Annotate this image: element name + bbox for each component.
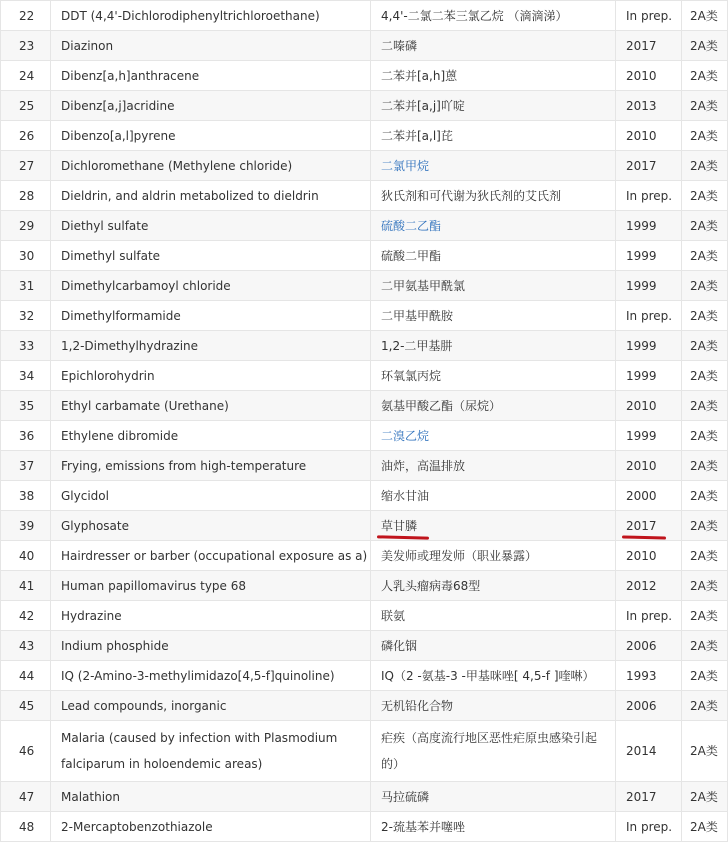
chinese-name (371, 391, 616, 421)
chinese-name-text: 硫酸二甲酯 (381, 248, 442, 263)
evaluation-year (616, 121, 682, 151)
english-name-text: Epichlorohydrin (61, 368, 155, 383)
evaluation-year (616, 331, 682, 361)
evaluation-year-text: 2017 (626, 38, 657, 53)
evaluation-year-text: 2010 (626, 398, 657, 413)
row-number-text: 48 (19, 819, 35, 834)
carcinogen-group (682, 61, 728, 91)
evaluation-year-text: In prep. (626, 188, 673, 203)
table-row (1, 61, 728, 91)
english-name (51, 151, 371, 181)
english-name-text: Lead compounds, inorganic (61, 698, 227, 713)
row-number (1, 391, 51, 421)
row-number-text: 25 (19, 98, 35, 113)
table-row (1, 601, 728, 631)
chinese-name-text: 无机铅化合物 (381, 698, 454, 713)
row-number-text: 24 (19, 68, 35, 83)
english-name (51, 391, 371, 421)
row-number (1, 151, 51, 181)
row-number (1, 421, 51, 451)
carcinogen-group (682, 181, 728, 211)
carcinogen-group (682, 121, 728, 151)
row-number-text: 31 (19, 278, 35, 293)
english-name (51, 782, 371, 812)
english-name-text: Frying, emissions from high-temperature (61, 458, 307, 473)
evaluation-year-text: 1999 (626, 338, 657, 353)
evaluation-year (616, 721, 682, 782)
english-name-text: Dieldrin, and aldrin metabolized to dieldrin (61, 188, 319, 203)
evaluation-year-text: 1999 (626, 368, 657, 383)
english-name-text: Diazinon (61, 38, 114, 53)
evaluation-year (616, 271, 682, 301)
english-name-text: Dichloromethane (Methylene chloride) (61, 158, 293, 173)
row-number-text: 37 (19, 458, 35, 473)
english-name-text: DDT (4,4'-Dichlorodiphenyltrichloroethane) (61, 8, 320, 23)
carcinogen-group (682, 691, 728, 721)
row-number-text: 26 (19, 128, 35, 143)
english-name (51, 541, 371, 571)
carcinogen-group-text: 2A类 (690, 548, 718, 563)
row-number-text: 46 (19, 744, 35, 758)
english-name-text: Glyphosate (61, 518, 129, 533)
table-row (1, 451, 728, 481)
english-name-text: Dimethylcarbamoyl chloride (61, 278, 231, 293)
chinese-name (371, 301, 616, 331)
chinese-name (371, 631, 616, 661)
english-name-text: Glycidol (61, 488, 109, 503)
english-name (51, 571, 371, 601)
row-number (1, 211, 51, 241)
chinese-name-text: 2-巯基苯并噻唑 (381, 819, 465, 834)
evaluation-year (616, 391, 682, 421)
row-number-text: 29 (19, 218, 35, 233)
chinese-name-text: 环氧氯丙烷 (381, 368, 442, 383)
evaluation-year-text: 1993 (626, 668, 657, 683)
english-name (51, 211, 371, 241)
table-row (1, 361, 728, 391)
table-row (1, 421, 728, 451)
row-number (1, 181, 51, 211)
english-name (51, 721, 371, 782)
row-number (1, 121, 51, 151)
row-number (1, 721, 51, 782)
english-name (51, 271, 371, 301)
chinese-name-text[interactable]: 硫酸二乙酯 (381, 218, 442, 233)
english-name-text: Ethyl carbamate (Urethane) (61, 398, 229, 413)
chinese-name (371, 241, 616, 271)
chinese-name-text: 油炸，高温排放 (381, 458, 466, 473)
row-number (1, 91, 51, 121)
table-row (1, 511, 728, 541)
row-number-text: 41 (19, 578, 35, 593)
english-name-text: Dibenz[a,j]acridine (61, 98, 175, 113)
evaluation-year-text: 1999 (626, 428, 657, 443)
carcinogen-group (682, 571, 728, 601)
carcinogen-group (682, 481, 728, 511)
english-name-text: Ethylene dibromide (61, 428, 179, 443)
english-name (51, 181, 371, 211)
english-name (51, 331, 371, 361)
english-name-text: Malathion (61, 789, 120, 804)
english-name (51, 301, 371, 331)
table-row (1, 691, 728, 721)
carcinogen-group-text: 2A类 (690, 128, 718, 143)
table-row (1, 241, 728, 271)
row-number-text: 35 (19, 398, 35, 413)
carcinogen-group (682, 331, 728, 361)
evaluation-year-text: 2010 (626, 458, 657, 473)
evaluation-year (616, 631, 682, 661)
table-row (1, 782, 728, 812)
chinese-name[interactable] (371, 211, 616, 241)
evaluation-year-text: In prep. (626, 308, 673, 323)
evaluation-year (616, 301, 682, 331)
carcinogen-group-text: 2A类 (690, 308, 718, 323)
chinese-name-text: 1,2-二甲基肼 (381, 338, 453, 353)
row-number (1, 331, 51, 361)
carcinogen-group (682, 211, 728, 241)
table-row (1, 121, 728, 151)
english-name-text: Indium phosphide (61, 638, 169, 653)
row-number (1, 1, 51, 31)
row-number (1, 31, 51, 61)
evaluation-year (616, 511, 682, 541)
evaluation-year-text: 2014 (626, 744, 657, 758)
table-row (1, 1, 728, 31)
evaluation-year (616, 661, 682, 691)
carcinogen-group-text: 2A类 (690, 458, 718, 473)
evaluation-year-text: 2010 (626, 68, 657, 83)
english-name (51, 241, 371, 271)
english-name-text: Dibenzo[a,l]pyrene (61, 128, 176, 143)
row-number-text: 40 (19, 548, 35, 563)
chinese-name (371, 451, 616, 481)
evaluation-year-text: 1999 (626, 248, 657, 263)
table-row (1, 571, 728, 601)
english-name-text: Hydrazine (61, 608, 122, 623)
table-row (1, 631, 728, 661)
table-row (1, 661, 728, 691)
row-number (1, 571, 51, 601)
english-name (51, 361, 371, 391)
chinese-name (371, 691, 616, 721)
chinese-name (371, 31, 616, 61)
carcinogen-group-text: 2A类 (690, 218, 718, 233)
english-name (51, 421, 371, 451)
carcinogen-group-text: 2A类 (690, 68, 718, 83)
evaluation-year (616, 812, 682, 842)
english-name-text: Hairdresser or barber (occupational exposure as a) (61, 548, 368, 563)
english-name (51, 661, 371, 691)
row-number-text: 22 (19, 8, 35, 23)
carcinogen-group (682, 601, 728, 631)
row-number-text: 23 (19, 38, 35, 53)
evaluation-year-text: 1999 (626, 218, 657, 233)
table-row (1, 31, 728, 61)
chinese-name (371, 61, 616, 91)
carcinogen-group-text: 2A类 (690, 638, 718, 653)
evaluation-year (616, 421, 682, 451)
chinese-name (371, 1, 616, 31)
english-name-text: Diethyl sulfate (61, 218, 149, 233)
chinese-name-text: 二苯并[a,h]蒽 (381, 68, 458, 83)
chinese-name (371, 91, 616, 121)
carcinogen-group-text: 2A类 (690, 744, 718, 758)
carcinogen-group (682, 391, 728, 421)
carcinogen-group-text: 2A类 (690, 488, 718, 503)
english-name-text: Malaria (caused by infection with Plasmodium falciparum in holoendemic areas) (61, 731, 338, 771)
carcinogen-group (682, 271, 728, 301)
row-number (1, 451, 51, 481)
row-number (1, 541, 51, 571)
chinese-name-text: IQ（2 -氨基-3 -甲基咪唑[ 4,5-f ]喹啉） (381, 668, 595, 683)
evaluation-year (616, 481, 682, 511)
chinese-name (371, 271, 616, 301)
evaluation-year (616, 241, 682, 271)
carcinogen-group (682, 31, 728, 61)
evaluation-year-text: In prep. (626, 8, 673, 23)
row-number-text: 42 (19, 608, 35, 623)
row-number-text: 36 (19, 428, 35, 443)
table-row (1, 331, 728, 361)
carcinogen-group (682, 782, 728, 812)
evaluation-year-text: 2013 (626, 98, 657, 113)
evaluation-year (616, 181, 682, 211)
carcinogen-group-text: 2A类 (690, 698, 718, 713)
evaluation-year-text: 2017 (626, 789, 657, 804)
table-row (1, 721, 728, 782)
carcinogen-group (682, 301, 728, 331)
carcinogen-group (682, 91, 728, 121)
row-number-text: 47 (19, 789, 35, 804)
row-number-text: 39 (19, 518, 35, 533)
english-name-text: 2-Mercaptobenzothiazole (61, 819, 213, 834)
row-number-text: 43 (19, 638, 35, 653)
carcinogen-group-text: 2A类 (690, 188, 718, 203)
row-number (1, 271, 51, 301)
row-number (1, 782, 51, 812)
row-number-text: 45 (19, 698, 35, 713)
row-number-text: 27 (19, 158, 35, 173)
chinese-name (371, 331, 616, 361)
carcinogen-group (682, 451, 728, 481)
evaluation-year (616, 541, 682, 571)
evaluation-year (616, 451, 682, 481)
carcinogen-group (682, 721, 728, 782)
row-number-text: 34 (19, 368, 35, 383)
carcinogen-group-text: 2A类 (690, 98, 718, 113)
evaluation-year-text: 2010 (626, 548, 657, 563)
english-name-text: Dimethylformamide (61, 308, 181, 323)
evaluation-year-text: 2017 (626, 158, 657, 173)
chinese-name (371, 601, 616, 631)
chinese-name-text: 缩水甘油 (381, 488, 430, 503)
table-row (1, 151, 728, 181)
row-number (1, 661, 51, 691)
chinese-name[interactable] (371, 421, 616, 451)
carcinogen-group-text: 2A类 (690, 398, 718, 413)
english-name-text: Human papillomavirus type 68 (61, 578, 246, 593)
english-name (51, 601, 371, 631)
chinese-name (371, 541, 616, 571)
carcinogen-group-text: 2A类 (690, 518, 718, 533)
row-number (1, 691, 51, 721)
evaluation-year-text: 1999 (626, 278, 657, 293)
english-name (51, 31, 371, 61)
carcinogen-group-text: 2A类 (690, 428, 718, 443)
row-number-text: 33 (19, 338, 35, 353)
english-name (51, 812, 371, 842)
carcinogen-group (682, 421, 728, 451)
row-number (1, 631, 51, 661)
carcinogen-group-text: 2A类 (690, 38, 718, 53)
evaluation-year (616, 1, 682, 31)
evaluation-year (616, 31, 682, 61)
english-name (51, 631, 371, 661)
table-row (1, 181, 728, 211)
chinese-name (371, 181, 616, 211)
table-row (1, 541, 728, 571)
carcinogen-group-text: 2A类 (690, 278, 718, 293)
chinese-name-text: 草甘膦 (381, 519, 417, 533)
chinese-name[interactable] (371, 151, 616, 181)
english-name-text: Dimethyl sulfate (61, 248, 161, 263)
chinese-name-text: 马拉硫磷 (381, 789, 430, 804)
chinese-name-text: 二嗪磷 (381, 38, 418, 53)
chinese-name-text: 氨基甲酸乙酯（尿烷） (381, 398, 502, 413)
carcinogen-group-text: 2A类 (690, 368, 718, 383)
english-name (51, 91, 371, 121)
chinese-name-text[interactable]: 二氯甲烷 (381, 158, 430, 173)
table-row (1, 91, 728, 121)
carcinogen-group (682, 541, 728, 571)
chinese-name (371, 481, 616, 511)
row-number (1, 241, 51, 271)
chinese-name (371, 812, 616, 842)
evaluation-year-text: 2012 (626, 578, 657, 593)
row-number-text: 30 (19, 248, 35, 263)
row-number-text: 32 (19, 308, 35, 323)
table-row (1, 812, 728, 842)
carcinogen-group-text: 2A类 (690, 608, 718, 623)
row-number (1, 511, 51, 541)
evaluation-year (616, 211, 682, 241)
chinese-name-text: 二苯并[a,l]芘 (381, 128, 453, 143)
highlight-underline (377, 535, 429, 539)
chinese-name-text: 联氨 (381, 608, 406, 623)
carcinogen-group (682, 361, 728, 391)
table-row (1, 301, 728, 331)
chinese-name-text: 二甲氨基甲酰氯 (381, 278, 466, 293)
chinese-name (371, 721, 616, 782)
carcinogen-group (682, 1, 728, 31)
evaluation-year-text: In prep. (626, 819, 673, 834)
english-name (51, 451, 371, 481)
evaluation-year-text: 2000 (626, 488, 657, 503)
carcinogen-group-text: 2A类 (690, 158, 718, 173)
carcinogen-group (682, 631, 728, 661)
english-name (51, 1, 371, 31)
chinese-name-text: 疟疾（高度流行地区恶性疟原虫感染引起的） (381, 731, 598, 771)
chinese-name (371, 511, 616, 541)
evaluation-year (616, 691, 682, 721)
evaluation-year (616, 61, 682, 91)
evaluation-year (616, 601, 682, 631)
row-number (1, 301, 51, 331)
chinese-name-text: 人乳头瘤病毒68型 (381, 578, 481, 593)
table-row (1, 271, 728, 301)
english-name-text: Dibenz[a,h]anthracene (61, 68, 200, 83)
table-row (1, 481, 728, 511)
english-name-text: IQ (2-Amino-3-methylimidazo[4,5-f]quinoline) (61, 668, 335, 683)
evaluation-year-text: 2006 (626, 638, 657, 653)
english-name (51, 511, 371, 541)
row-number (1, 361, 51, 391)
chinese-name (371, 361, 616, 391)
evaluation-year-text: In prep. (626, 608, 673, 623)
chinese-name-text: 二甲基甲酰胺 (381, 308, 454, 323)
chinese-name-text: 美发师或理发师（职业暴露） (381, 548, 538, 563)
row-number-text: 44 (19, 668, 35, 683)
chinese-name (371, 121, 616, 151)
carcinogen-group (682, 151, 728, 181)
chinese-name-text: 4,4'-二氯二苯三氯乙烷 （滴滴涕） (381, 8, 568, 23)
carcinogen-group-text: 2A类 (690, 578, 718, 593)
evaluation-year-text: 2006 (626, 698, 657, 713)
row-number (1, 481, 51, 511)
english-name (51, 481, 371, 511)
carcinogen-group-text: 2A类 (690, 338, 718, 353)
chinese-name (371, 782, 616, 812)
evaluation-year (616, 151, 682, 181)
evaluation-year (616, 91, 682, 121)
carcinogen-group (682, 511, 728, 541)
carcinogen-group-text: 2A类 (690, 668, 718, 683)
evaluation-year-text: 2010 (626, 128, 657, 143)
english-name (51, 121, 371, 151)
carcinogen-group-text: 2A类 (690, 248, 718, 263)
evaluation-year-text: 2017 (626, 519, 657, 533)
chinese-name-text[interactable]: 二溴乙烷 (381, 428, 430, 443)
english-name (51, 691, 371, 721)
row-number (1, 601, 51, 631)
english-name (51, 61, 371, 91)
evaluation-year (616, 361, 682, 391)
carcinogen-group-text: 2A类 (690, 789, 718, 804)
carcinogen-group (682, 661, 728, 691)
row-number-text: 38 (19, 488, 35, 503)
carcinogen-group (682, 241, 728, 271)
carcinogen-group-text: 2A类 (690, 819, 718, 834)
chinese-name (371, 571, 616, 601)
evaluation-year (616, 571, 682, 601)
row-number (1, 812, 51, 842)
carcinogen-group (682, 812, 728, 842)
chinese-name-text: 二苯并[a,j]吖啶 (381, 98, 465, 113)
table-row (1, 211, 728, 241)
table-row (1, 391, 728, 421)
evaluation-year (616, 782, 682, 812)
chinese-name (371, 661, 616, 691)
row-number-text: 28 (19, 188, 35, 203)
english-name-text: 1,2-Dimethylhydrazine (61, 338, 199, 353)
carcinogen-group-text: 2A类 (690, 8, 718, 23)
chinese-name-text: 磷化铟 (381, 638, 418, 653)
chinese-name-text: 狄氏剂和可代谢为狄氏剂的艾氏剂 (381, 188, 562, 203)
row-number (1, 61, 51, 91)
highlight-underline (622, 535, 666, 539)
